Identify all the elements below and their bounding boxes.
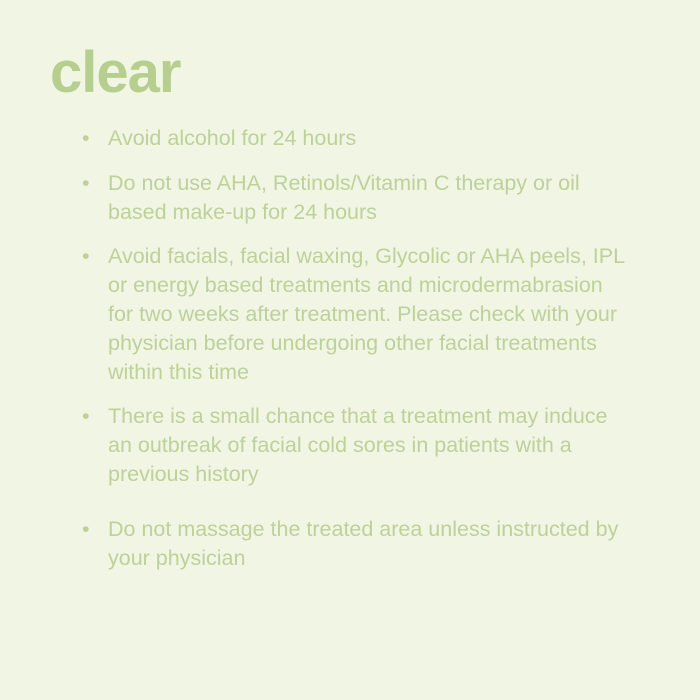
page-title: clear <box>50 40 181 105</box>
list-item <box>78 169 628 227</box>
list-item <box>78 515 628 573</box>
list-item <box>78 124 628 153</box>
aftercare-instruction-list <box>50 124 650 572</box>
list-item-text: Do not massage the treated area unless instructed by your physician <box>108 516 619 570</box>
list-item <box>78 402 628 488</box>
bullet-icon: • <box>82 404 90 429</box>
bullet-icon: • <box>82 516 90 541</box>
list-item-text: There is a small chance that a treatment may induce an outbreak of facial cold sores in patients with a previous history <box>108 404 608 486</box>
list-item-text: Do not use AHA, Retinols/Vitamin C therapy or oil based make-up for 24 hours <box>108 170 580 224</box>
list-item-text: Avoid alcohol for 24 hours <box>108 126 357 150</box>
list-item-text: Avoid facials, facial waxing, Glycolic or AHA peels, IPL or energy based treatments and microdermabrasion for two weeks after treatment. Please check with your physician before undergoing other facial treatments within this time <box>108 244 625 384</box>
bullet-icon: • <box>82 170 90 195</box>
list-item <box>78 242 628 386</box>
bullet-icon: • <box>82 126 90 150</box>
bullet-icon: • <box>82 244 90 269</box>
